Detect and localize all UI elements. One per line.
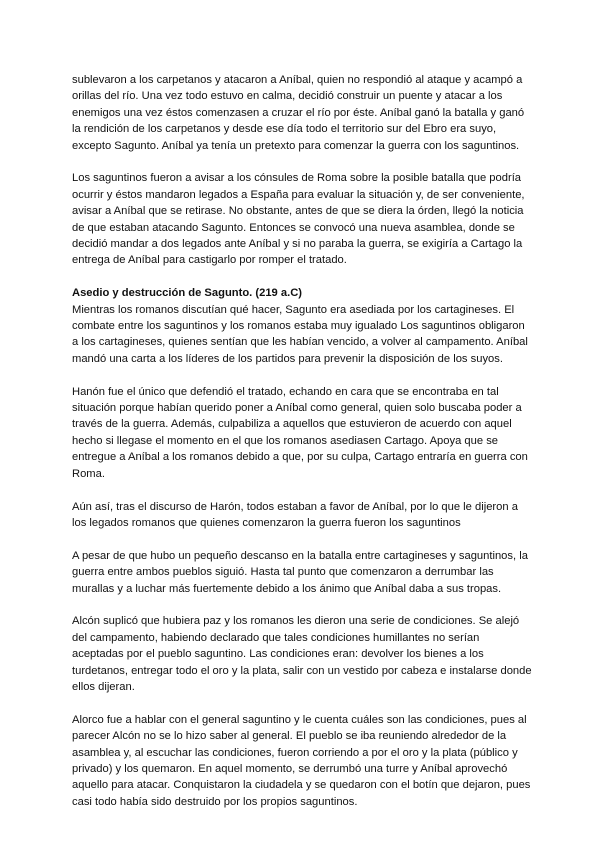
paragraph-1: sublevaron a los carpetanos y atacaron a Aníbal, quien no respondió al ataque y acampó a orillas del río. Una vez todo estuvo en calma, decidió construir un puente y atacar a los enemigos una vez éstos comenzasen a cruzar el río por éste. Aníbal ganó la batalla y ganó la rendición de los carpetanos y desde ese día todo el territorio sur del Ebro era suyo, excepto Sagunto. Aníbal ya tenía un pretexto para comenzar la guerra con los saguntinos. xyxy=(72,74,525,152)
section-heading: Asedio y destrucción de Sagunto. (219 a.C) xyxy=(72,287,303,300)
section-paragraph-4: A pesar de que hubo un pequeño descanso en la batalla entre cartagineses y saguntinos, la guerra entre ambos pueblos siguió. Hasta tal punto que comenzaron a derrumbar las murallas y a luchar más fuertemente debido a los ánimo que Aníbal daba a sus tropas. xyxy=(72,549,528,595)
section-paragraph-3: Aún así, tras el discurso de Harón, todos estaban a favor de Aníbal, por lo que le dijeron a los legados romanos que quienes comenzaron la guerra fueron los saguntinos xyxy=(72,500,518,529)
section-paragraph-2: Hanón fue el único que defendió el tratado, echando en cara que se encontraba en tal situación porque habían querido poner a Aníbal como general, quien solo buscaba poder a través de la guerra. Además, culpabiliza a aquellos que estuvieron de acuerdo con aquel hecho si llegase el momento en el que los romanos asediasen Cartago. Apoya que se entregue a Aníbal a los romanos debido a que, por su culpa, Cartago entraría en guerra con Roma. xyxy=(72,385,528,480)
section-paragraph-5: Alcón suplicó que hubiera paz y los romanos les dieron una serie de condiciones. Se alejó del campamento, habiendo declarado que tales condiciones humillantes no serían aceptadas por el pueblo saguntino. Las condiciones eran: devolver los bienes a los turdetanos, entregar todo el oro y la plata, salir con un vestido por cabeza e instalarse donde ellos dijeran. xyxy=(72,615,532,693)
paragraph-2: Los saguntinos fueron a avisar a los cónsules de Roma sobre la posible batalla que podría ocurrir y éstos mandaron legados a España para evaluar la situación y, de ser conveniente, avisar a Aníbal que se retirase. No obstante, antes de que se diera la órden, llegó la noticia de que estaban atacando Sagunto. Entonces se convocó una nueva asamblea, donde se decidió mandar a dos legados ante Aníbal y si no paraba la guerra, se exigiría a Cartago la entrega de Aníbal para castigarlo por romper el tratado. xyxy=(72,172,525,267)
section-paragraph-6: Alorco fue a hablar con el general saguntino y le cuenta cuáles son las condiciones, pues al parecer Alcón no se lo hizo saber al general. El pueblo se iba reuniendo alrededor de la asamblea y, al escuchar las condiciones, fueron corriendo a por el oro y la plata (público y privado) y los quemaron. En aquel momento, se derrumbó una turre y Aníbal aprovechó aquello para atacar. Conquistaron la ciudadela y se quedaron con el botín que dejaron, pues casi todo había sido destruido por los propios saguntinos. xyxy=(72,713,531,808)
document-page xyxy=(72,72,532,827)
section-paragraph-1: Mientras los romanos discutían qué hacer, Sagunto era asediada por los cartagineses. El combate entre los saguntinos y los romanos estaba muy igualado Los saguntinos obligaron a los cartagineses, quienes sentían que les habían vencido, a volver al campamento. Aníbal mandó una carta a los líderes de los partidos para prevenir la disposición de los suyos. xyxy=(72,303,528,365)
